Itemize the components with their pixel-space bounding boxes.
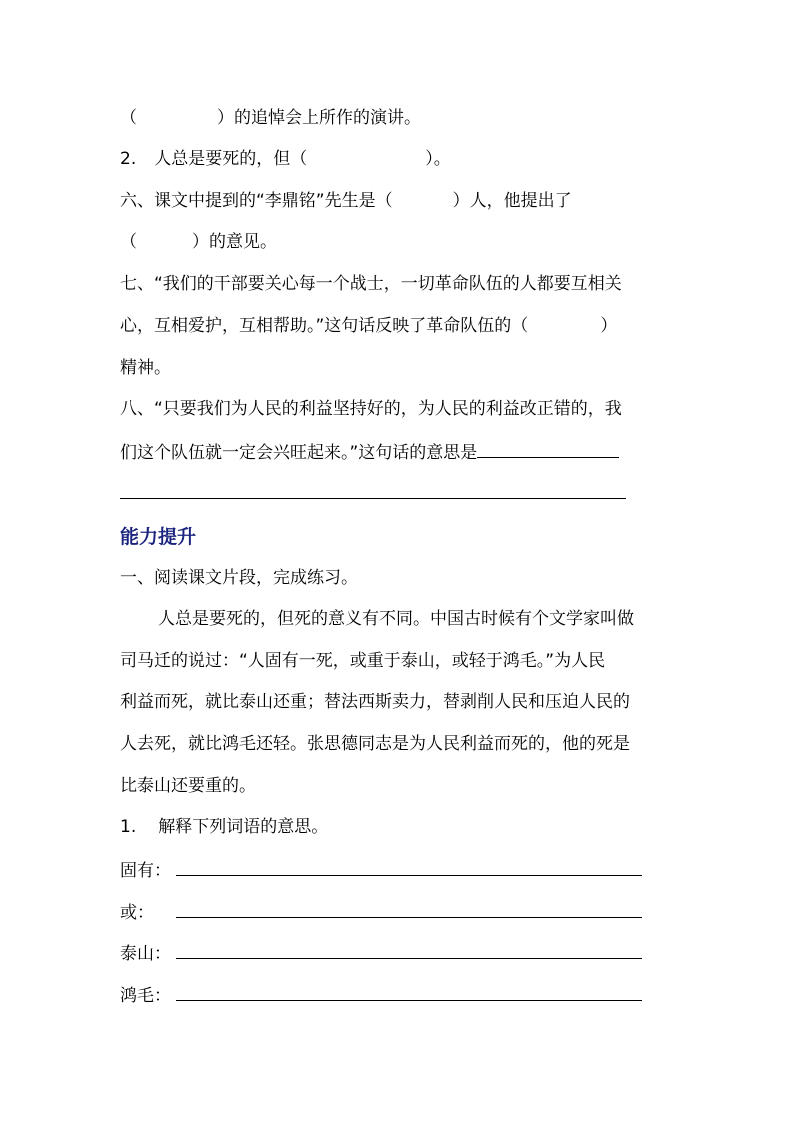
- term-answer-line[interactable]: [176, 899, 642, 918]
- question-1: 一、阅读课文片段，完成练习。: [120, 568, 358, 588]
- line-q2: 2. 人总是要死的，但（ ）。: [120, 149, 451, 169]
- term-answer-line[interactable]: [176, 857, 642, 876]
- term-answer-line[interactable]: [176, 982, 642, 1001]
- passage-line-3: 利益而死，就比泰山还重；替法西斯卖力，替剥削人民和压迫人民的: [120, 692, 630, 712]
- passage-line-2: 司马迁的说过：“人固有一死，或重于泰山，或轻于鸿毛。”为人民: [120, 651, 606, 671]
- term-taishan: 泰山：: [120, 940, 642, 966]
- answer-line-full[interactable]: [120, 498, 626, 499]
- section-heading: 能力提升: [120, 526, 197, 548]
- question-8-line2: 们这个队伍就一定会兴旺起来。”这句话的意思是: [120, 439, 619, 465]
- question-7-line3: 精神。: [120, 358, 171, 378]
- passage-line-4: 人去死，就比鸿毛还轻。张思德同志是为人民利益而死的，他的死是: [120, 734, 630, 754]
- question-6-line2: （ ）的意见。: [120, 232, 277, 252]
- question-8-line1: 八、“只要我们为人民的利益坚持好的，为人民的利益改正错的，我: [120, 399, 622, 419]
- term-hongmao: 鸿毛：: [120, 982, 642, 1008]
- term-huo: 或：: [120, 899, 642, 925]
- question-6-line1: 六、课文中提到的“李鼎铭”先生是（ ）人，他提出了: [120, 191, 572, 211]
- question-7-line2: 心，互相爱护，互相帮助。”这句话反映了革命队伍的（ ）: [120, 316, 618, 336]
- question-7-line1: 七、“我们的干部要关心每一个战士，一切革命队伍的人都要互相关: [120, 274, 622, 294]
- term-guyou: 固有：: [120, 857, 642, 883]
- term-answer-line[interactable]: [176, 940, 642, 959]
- sub-question-1: 1. 解释下列词语的意思。: [120, 817, 329, 837]
- answer-line[interactable]: [477, 439, 619, 458]
- passage-line-5: 比泰山还要重的。: [120, 776, 256, 796]
- passage-line-1: 人总是要死的，但死的意义有不同。中国古时候有个文学家叫做: [158, 609, 634, 629]
- line-memorial: （ ）的追悼会上所作的演讲。: [120, 108, 421, 128]
